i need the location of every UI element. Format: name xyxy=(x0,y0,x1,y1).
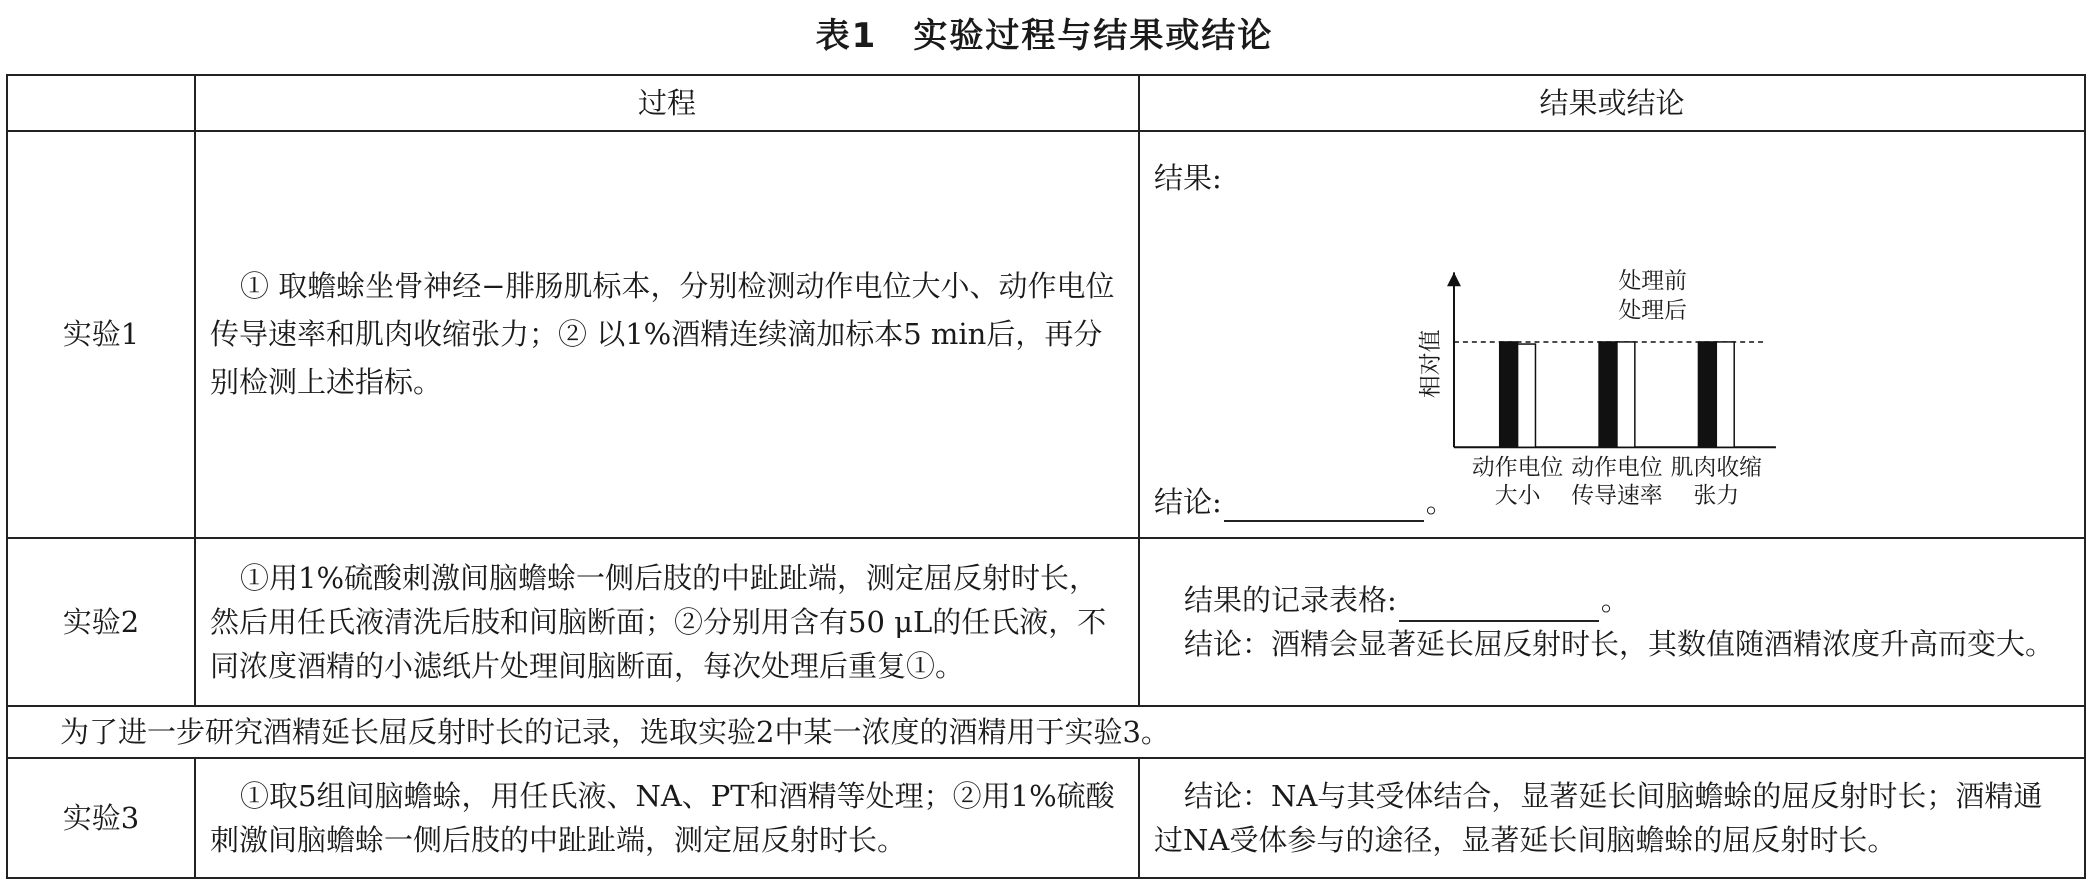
exp1-bar-chart xyxy=(1140,132,2080,536)
bar-after-0 xyxy=(1518,344,1536,447)
exp2-label: 实验2 xyxy=(7,538,195,706)
exp2-result-table-line xyxy=(1154,578,2070,622)
exp2-row xyxy=(7,538,2085,706)
exp1-conclusion-end: 。 xyxy=(1425,485,1455,520)
legend-after: 处理后 xyxy=(1618,298,1688,325)
category-label-0-line1: 动作电位 xyxy=(1471,455,1564,482)
exp2-result-cell xyxy=(1139,538,2085,706)
category-label-2-line2: 张力 xyxy=(1693,482,1740,509)
bar-before-1 xyxy=(1599,342,1617,447)
exp3-process-text: ①取5组间脑蟾蜍，用任氏液、NA、PT和酒精等处理；②用1%硫酸刺激间脑蟾蜍一侧后肢的中趾趾端，测定屈反射时长。 xyxy=(210,778,1115,857)
category-label-1-line1: 动作电位 xyxy=(1571,455,1663,482)
exp1-result-cell xyxy=(1139,131,2085,538)
header-row xyxy=(7,75,2085,131)
exp3-process-cell xyxy=(195,758,1139,878)
middle-note: 为了进一步研究酒精延长屈反射时长的记录，选取实验2中某一浓度的酒精用于实验3。 xyxy=(7,706,2085,758)
header-process: 过程 xyxy=(195,75,1139,131)
exp1-conclusion-label: 结论: xyxy=(1154,485,1222,520)
exp1-process-cell xyxy=(195,131,1139,538)
exp2-conclusion: 结论：酒精会显著延长屈反射时长，其数值随酒精浓度升高而变大。 xyxy=(1184,626,2055,661)
exp1-result-label: 结果: xyxy=(1154,161,1222,196)
bar-after-1 xyxy=(1617,342,1635,447)
exp1-process-text: ① 取蟾蜍坐骨神经−腓肠肌标本，分别检测动作电位大小、动作电位传导速率和肌肉收缩张力；② 以1%酒精连续滴加标本5 min后，再分别检测上述指标。 xyxy=(210,269,1115,400)
header-result: 结果或结论 xyxy=(1139,75,2085,131)
experiment-table xyxy=(6,74,2086,879)
y-axis-arrow xyxy=(1447,272,1461,286)
middle-note-row xyxy=(7,706,2085,758)
category-label-1-line2: 传导速率 xyxy=(1571,482,1663,509)
y-axis-label: 相对值 xyxy=(1418,329,1445,399)
bar-after-2 xyxy=(1716,342,1734,447)
exp1-conclusion-blank xyxy=(1224,490,1424,522)
exp2-process-text: ①用1%硫酸刺激间脑蟾蜍一侧后肢的中趾趾端，测定屈反射时长，然后用任氏液清洗后肢和间脑断面；②分别用含有50 μL的任氏液，不同浓度酒精的小滤纸片处理间脑断面，每次处理后重复①。 xyxy=(210,560,1107,683)
exp3-result-cell xyxy=(1139,758,2085,878)
exp3-row xyxy=(7,758,2085,878)
exp1-label: 实验1 xyxy=(7,131,195,538)
exp2-result-table-label: 结果的记录表格: xyxy=(1184,582,1397,617)
legend-before: 处理前 xyxy=(1618,268,1688,295)
category-label-2-line1: 肌肉收缩 xyxy=(1670,455,1763,482)
exp2-result-table-end: 。 xyxy=(1600,582,1630,617)
bar-before-2 xyxy=(1698,342,1716,447)
header-empty-cell xyxy=(7,75,195,131)
category-label-0-line2: 大小 xyxy=(1494,482,1541,509)
exp2-result-blank xyxy=(1399,590,1599,622)
table-title: 表1 实验过程与结果或结论 xyxy=(815,16,1274,56)
exp2-process-cell xyxy=(195,538,1139,706)
bar-before-0 xyxy=(1500,342,1518,447)
exp3-conclusion: 结论：NA与其受体结合，显著延长间脑蟾蜍的屈反射时长；酒精通过NA受体参与的途径，显著延长间脑蟾蜍的屈反射时长。 xyxy=(1154,778,2043,857)
exp1-conclusion-row xyxy=(1154,482,1455,522)
exp1-row xyxy=(7,131,2085,538)
exp3-label: 实验3 xyxy=(7,758,195,878)
